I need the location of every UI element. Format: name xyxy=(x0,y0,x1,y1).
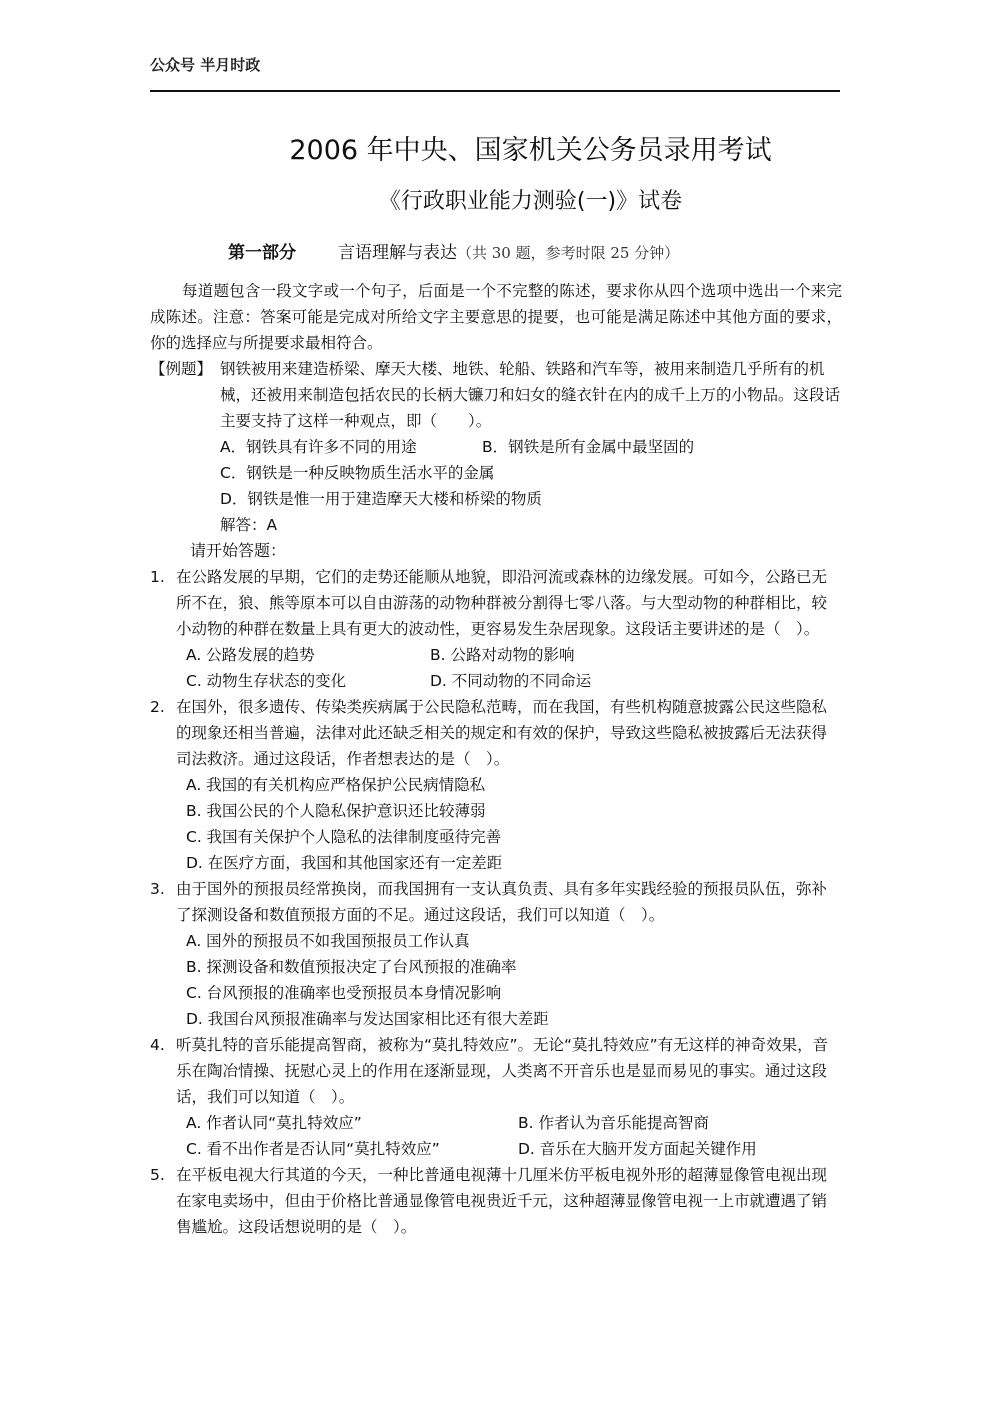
question-number: 1. xyxy=(150,568,165,586)
option-c: C. 看不出作者是否认同“莫扎特效应” xyxy=(186,1140,440,1158)
option-c: C. 动物生存状态的变化 xyxy=(186,672,347,690)
option-b: B. 作者认为音乐能提高智商 xyxy=(518,1114,709,1132)
question-number: 5. xyxy=(150,1166,165,1184)
option-a: A. 公路发展的趋势 xyxy=(186,646,315,664)
question-number: 2. xyxy=(150,698,165,716)
question-3 xyxy=(150,876,842,928)
example-tag: 【例题】 xyxy=(150,360,213,378)
header-divider xyxy=(150,90,840,92)
example-options-row xyxy=(150,434,842,460)
start-prompt: 请开始答题： xyxy=(190,541,287,560)
question-4-options-row-2 xyxy=(150,1136,842,1162)
section-name: 言语理解与表达 xyxy=(338,243,457,263)
question-5 xyxy=(150,1162,842,1240)
question-number: 4. xyxy=(150,1036,165,1054)
option-d: D. 在医疗方面，我国和其他国家还有一定差距 xyxy=(186,854,503,872)
example-stem: 钢铁被用来建造桥梁、摩天大楼、地铁、轮船、铁路和汽车等，被用来制造几乎所有的机械，还被用来制造包括农民的长柄大镰刀和妇女的缝衣针在内的成千上万的小物品。这段话主要支持了这样一种观点，即（ ）。 xyxy=(220,360,841,430)
question-1 xyxy=(150,564,842,642)
option-d: D. 不同动物的不同命运 xyxy=(430,672,592,690)
page-subtitle: 《行政职业能力测验(一)》试卷 xyxy=(378,189,683,214)
question-stem: 在平板电视大行其道的今天，一种比普通电视薄十几厘米仿平板电视外形的超薄显像管电视出现在家电卖场中，但由于价格比普通显像管电视贵近千元，这种超薄显像管电视一上市就遭遇了销售尴尬。这段话想说明的是（ ）。 xyxy=(176,1166,828,1236)
question-stem: 由于国外的预报员经常换岗，而我国拥有一支认真负责、具有多年实践经验的预报员队伍，弥补了探测设备和数值预报方面的不足。通过这段话，我们可以知道（ ）。 xyxy=(176,880,828,924)
example-option-d: D．钢铁是惟一用于建造摩天大楼和桥梁的物质 xyxy=(220,490,542,508)
question-1-options-row-1 xyxy=(150,642,842,668)
option-c: C. 台风预报的准确率也受预报员本身情况影响 xyxy=(186,984,502,1002)
question-stem: 在国外，很多遗传、传染类疾病属于公民隐私范畴，而在我国，有些机构随意披露公民这些隐私的现象还相当普遍，法律对此还缺乏相关的规定和有效的保护，导致这些隐私被披露后无法获得司法救济。通过这段话，作者想表达的是（ ）。 xyxy=(176,698,828,768)
option-d: D. 音乐在大脑开发方面起关键作用 xyxy=(518,1140,757,1158)
section-note: （共 30 题，参考时限 25 分钟） xyxy=(457,244,680,262)
option-b: B. 探测设备和数值预报决定了台风预报的准确率 xyxy=(186,958,517,976)
document-body xyxy=(150,278,842,1240)
example-option-c: C．钢铁是一种反映物质生活水平的金属 xyxy=(220,464,495,482)
option-a: A. 作者认同“莫扎特效应” xyxy=(186,1114,362,1132)
option-a: A. 我国的有关机构应严格保护公民病情隐私 xyxy=(186,776,486,794)
instructions: 每道题包含一段文字或一个句子，后面是一个不完整的陈述，要求你从四个选项中选出一个来完成陈述。注意：答案可能是完成对所给文字主要意思的提要，也可能是满足陈述中其他方面的要求，你的选择应与所提要求最相符合。 xyxy=(150,282,842,352)
option-a: A. 国外的预报员不如我国预报员工作认真 xyxy=(186,932,470,950)
example-question xyxy=(150,356,842,434)
page-title: 2006 年中央、国家机关公务员录用考试 xyxy=(289,135,772,166)
question-4-options-row-1 xyxy=(150,1110,842,1136)
question-number: 3. xyxy=(150,880,165,898)
question-2 xyxy=(150,694,842,772)
section-part: 第一部分 xyxy=(228,243,296,263)
header-account: 公众号 半月时政 xyxy=(150,56,261,74)
option-b: B. 公路对动物的影响 xyxy=(430,646,575,664)
option-c: C. 我国有关保护个人隐私的法律制度亟待完善 xyxy=(186,828,502,846)
section-heading xyxy=(228,238,679,263)
question-stem: 听莫扎特的音乐能提高智商，被称为“莫扎特效应”。无论“莫扎特效应”有无这样的神奇效果，音乐在陶冶情操、抚慰心灵上的作用在逐渐显现，人类离不开音乐也是显而易见的事实。通过这段话，我们可以知道（ ）。 xyxy=(176,1036,829,1106)
option-b: B. 我国公民的个人隐私保护意识还比较薄弱 xyxy=(186,802,486,820)
example-option-a: A．钢铁具有许多不同的用途 xyxy=(220,438,417,456)
example-answer: 解答：A xyxy=(220,516,278,534)
question-1-options-row-2 xyxy=(150,668,842,694)
question-4 xyxy=(150,1032,842,1110)
option-d: D. 我国台风预报准确率与发达国家相比还有很大差距 xyxy=(186,1010,549,1028)
example-option-b: B．钢铁是所有金属中最坚固的 xyxy=(482,438,695,456)
question-stem: 在公路发展的早期，它们的走势还能顺从地貌，即沿河流或森林的边缘发展。可如今，公路已无所不在，狼、熊等原本可以自由游荡的动物种群被分割得七零八落。与大型动物的种群相比，较小动物的种群在数量上具有更大的波动性，更容易发生杂居现象。这段话主要讲述的是（ ）。 xyxy=(176,568,828,638)
